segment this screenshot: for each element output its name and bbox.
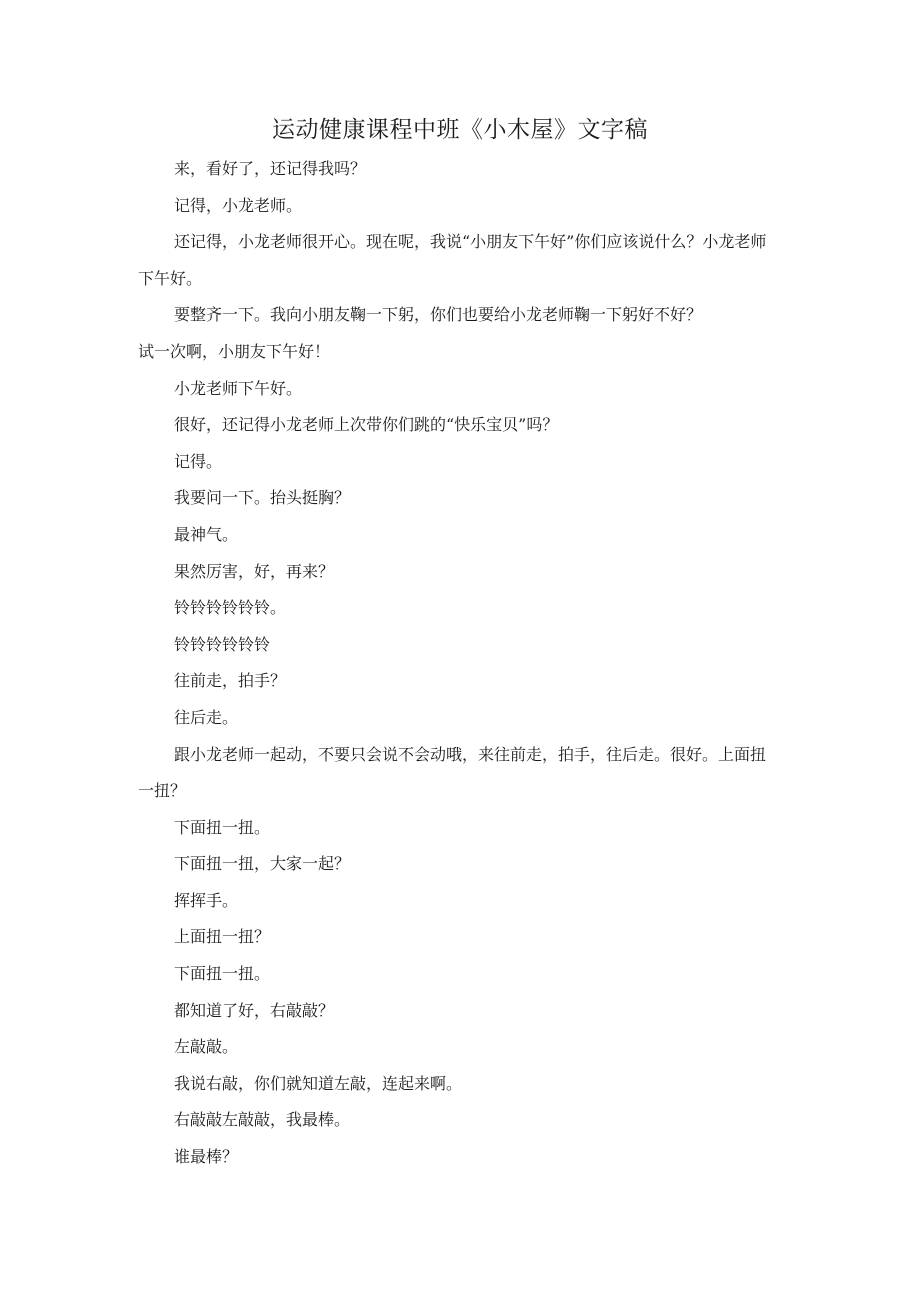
paragraph: 往后走。	[174, 707, 239, 727]
paragraph: 我要问一下。抬头挺胸？	[174, 488, 351, 508]
paragraph: 果然厉害，好，再来？	[174, 561, 335, 581]
paragraph: 我说右敲，你们就知道左敲，连起来啊。	[174, 1073, 463, 1093]
paragraph: 都知道了好，右敲敲？	[174, 1000, 335, 1020]
paragraph: 记得。	[174, 451, 223, 471]
paragraph: 记得，小龙老师。	[174, 195, 303, 215]
paragraph: 来，看好了，还记得我吗？	[174, 159, 367, 178]
paragraph: 试一次啊，小朋友下午好！	[138, 341, 331, 361]
paragraph: 铃铃铃铃铃铃。	[174, 598, 287, 618]
document-title: 运动健康课程中班《小木屋》文字稿	[272, 117, 648, 143]
document-body	[138, 151, 778, 1176]
paragraph: 下面扭一扭。	[174, 817, 271, 837]
paragraph: 小龙老师下午好。	[174, 378, 303, 398]
paragraph: 下面扭一扭，大家一起？	[174, 854, 351, 874]
paragraph: 跟小龙老师一起动，不要只会说不会动哦，来往前走，拍手，往后走。很好。上面扭一扭？	[138, 744, 767, 801]
paragraph: 很好，还记得小龙老师上次带你们跳的“快乐宝贝”吗？	[174, 415, 559, 435]
paragraph: 最神气。	[174, 524, 239, 544]
paragraph: 右敲敲左敲敲，我最棒。	[174, 1110, 351, 1130]
paragraph: 往前走，拍手？	[174, 671, 287, 691]
paragraph: 挥挥手。	[174, 890, 239, 910]
paragraph: 谁最棒？	[174, 1147, 239, 1167]
paragraph: 下面扭一扭。	[174, 964, 271, 984]
paragraph: 左敲敲。	[174, 1037, 239, 1057]
paragraph: 要整齐一下。我向小朋友鞠一下躬，你们也要给小龙老师鞠一下躬好不好？	[174, 305, 703, 325]
paragraph: 还记得，小龙老师很开心。现在呢，我说“小朋友下午好”你们应该说什么？小龙老师下午好。	[138, 232, 767, 288]
paragraph: 铃铃铃铃铃铃	[174, 634, 271, 654]
paragraph: 上面扭一扭？	[174, 927, 271, 947]
